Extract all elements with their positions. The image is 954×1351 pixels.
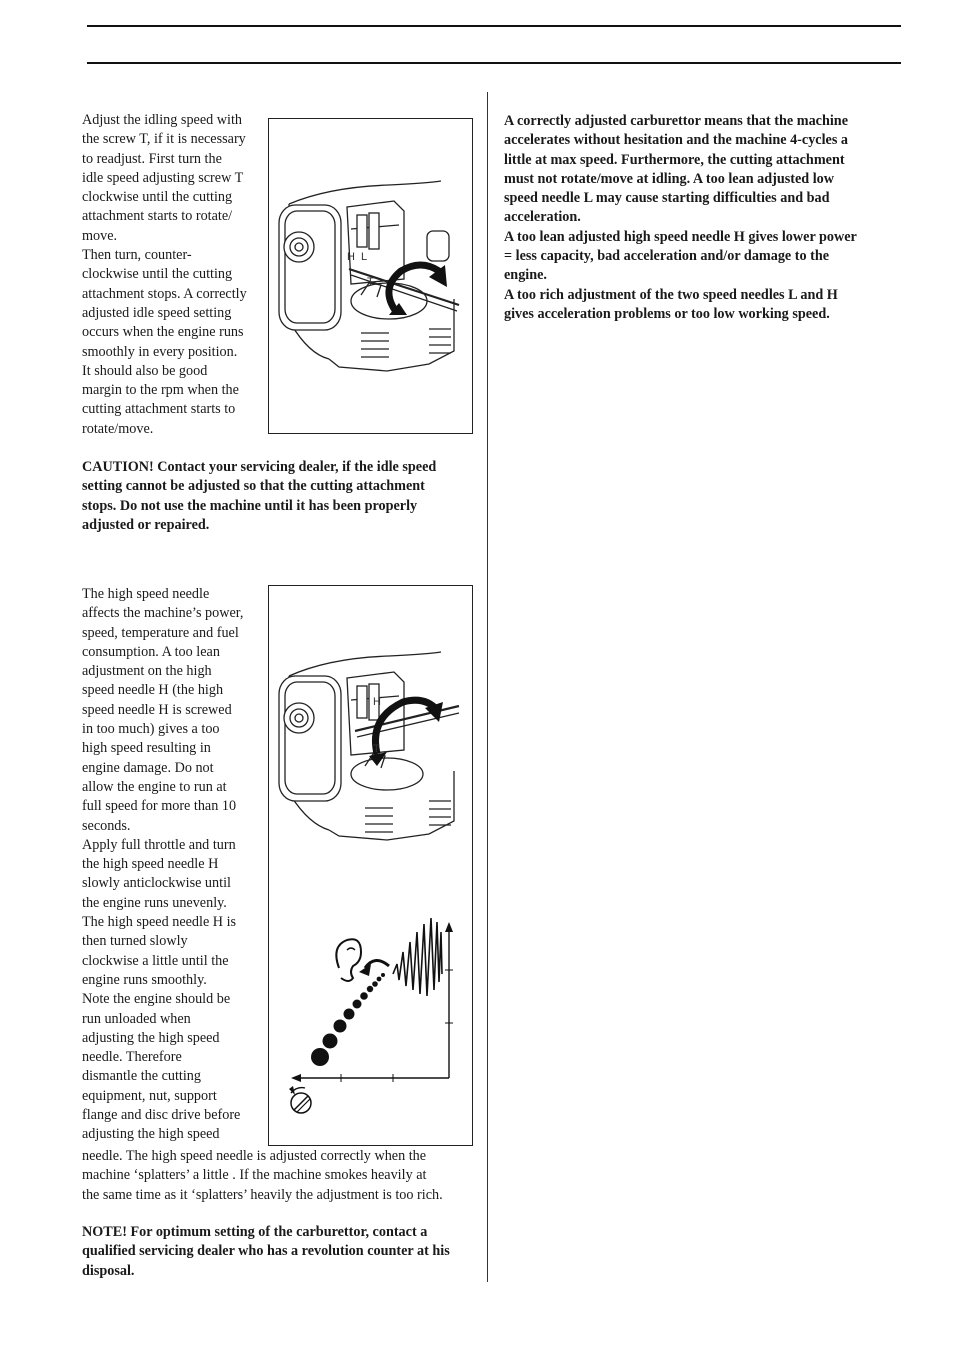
text-line: occurs when the engine runs <box>82 324 244 341</box>
header-rule-top <box>87 25 901 27</box>
text-line: clockwise until the cutting <box>82 189 233 206</box>
text-line: dismantle the cutting <box>82 1068 201 1085</box>
text-line: must not rotate/move at idling. A too lean adjusted low <box>504 170 834 187</box>
text-line: NOTE! For optimum setting of the carburettor, contact a <box>82 1224 428 1240</box>
ear-icon <box>336 939 361 981</box>
text-line: clockwise until the cutting <box>82 266 233 283</box>
text-line: seconds. <box>82 817 131 834</box>
text-line: to readjust. First turn the <box>82 150 222 167</box>
text-line: engine. <box>504 267 547 284</box>
text-line: little at max speed. Furthermore, the cutting attachment <box>504 151 845 168</box>
text-line: Adjust the idling speed with <box>82 112 242 128</box>
idle-speed-paragraph <box>82 111 267 439</box>
idle-adjustment-figure <box>268 118 473 434</box>
note-paragraph <box>82 1223 492 1281</box>
text-line: rotate/move. <box>82 420 154 437</box>
text-line: run unloaded when <box>82 1010 191 1027</box>
text-line: qualified servicing dealer who has a revolution counter at his <box>82 1243 450 1260</box>
text-line: accelerates without hesitation and the machine 4-cycles a <box>504 132 848 149</box>
label-h: H <box>373 696 381 708</box>
text-line: in too much) gives a too <box>82 721 220 738</box>
high-speed-figure <box>268 585 473 1146</box>
text-line: A too lean adjusted high speed needle H gives lower power <box>504 228 857 245</box>
text-line: adjusted or repaired. <box>82 516 210 533</box>
high-speed-paragraph <box>82 585 267 1145</box>
text-line: CAUTION! Contact your servicing dealer, if the idle speed <box>82 459 437 475</box>
text-line: A too rich adjustment of the two speed needles L and H <box>504 286 838 303</box>
text-line: Note the engine should be <box>82 991 231 1008</box>
text-line: then turned slowly <box>82 933 188 950</box>
text-line: attachment stops. A correctly <box>82 285 247 302</box>
text-line: consumption. A too lean <box>82 643 220 660</box>
text-line: attachment starts to rotate/ <box>82 208 233 225</box>
text-line: idle speed adjusting screw T <box>82 169 244 186</box>
header-rule-bottom <box>87 62 901 64</box>
text-line: setting cannot be adjusted so that the cutting attachment <box>82 478 425 495</box>
text-line: the same time as it ‘splatters’ heavily the adjustment is too rich. <box>82 1186 443 1203</box>
text-line: full speed for more than 10 <box>82 798 237 815</box>
label-h: H <box>347 251 355 263</box>
label-t: T <box>367 276 374 288</box>
text-line: It should also be good <box>82 362 208 379</box>
text-line: adjusting the high speed <box>82 1029 220 1046</box>
text-line: slowly anticlockwise until <box>82 875 231 892</box>
text-line: Then turn, counter- <box>82 247 192 264</box>
text-line: speed needle H is screwed <box>82 701 232 718</box>
text-line: move. <box>82 227 118 244</box>
text-line: disposal. <box>82 1262 135 1279</box>
text-line: speed needle H (the high <box>82 682 224 699</box>
text-line: flange and disc drive before <box>82 1107 241 1124</box>
text-line: needle. The high speed needle is adjusted correctly when the <box>82 1148 427 1164</box>
caution-paragraph <box>82 458 482 535</box>
text-line: smoothly in every position. <box>82 343 238 360</box>
splatter-diagram <box>289 918 453 1113</box>
high-speed-continuation <box>82 1147 492 1205</box>
text-line: The high speed needle <box>82 586 210 602</box>
text-line: the engine runs unevenly. <box>82 894 227 911</box>
text-line: A correctly adjusted carburettor means that the machine <box>504 113 848 129</box>
text-line: speed, temperature and fuel <box>82 624 239 641</box>
text-line: needle. Therefore <box>82 1049 182 1066</box>
text-line: clockwise a little until the <box>82 952 229 969</box>
high-speed-illustration <box>269 586 474 1147</box>
text-line: adjusting the high speed <box>82 1126 220 1143</box>
label-l: L <box>361 251 368 263</box>
text-line: cutting attachment starts to <box>82 401 236 418</box>
text-line: stops. Do not use the machine until it has been properly <box>82 497 418 514</box>
text-line: equipment, nut, support <box>82 1087 217 1104</box>
text-line: = less capacity, bad acceleration and/or damage to the <box>504 248 830 265</box>
text-line: high speed resulting in <box>82 740 211 757</box>
text-line: machine ‘splatters’ a little . If the machine smokes heavily at <box>82 1167 427 1184</box>
text-line: the screw T, if it is necessary <box>82 131 246 148</box>
column-divider <box>487 92 488 1282</box>
text-line: affects the machine’s power, <box>82 605 244 622</box>
text-line: engine runs smoothly. <box>82 971 207 988</box>
text-line: The high speed needle H is <box>82 914 237 931</box>
right-column-paragraph <box>504 112 904 324</box>
text-line: speed needle L may cause starting difficulties and bad <box>504 190 830 207</box>
text-line: Apply full throttle and turn <box>82 836 236 853</box>
text-line: acceleration. <box>504 209 581 226</box>
text-line: adjustment on the high <box>82 663 212 680</box>
label-t: T <box>373 743 380 755</box>
text-line: adjusted idle speed setting <box>82 304 232 321</box>
text-line: the high speed needle H <box>82 856 219 873</box>
text-line: gives acceleration problems or too low working speed. <box>504 305 830 322</box>
text-line: engine damage. Do not <box>82 759 214 776</box>
text-line: allow the engine to run at <box>82 778 227 795</box>
text-line: margin to the rpm when the <box>82 382 239 399</box>
carburettor-illustration <box>269 119 474 435</box>
